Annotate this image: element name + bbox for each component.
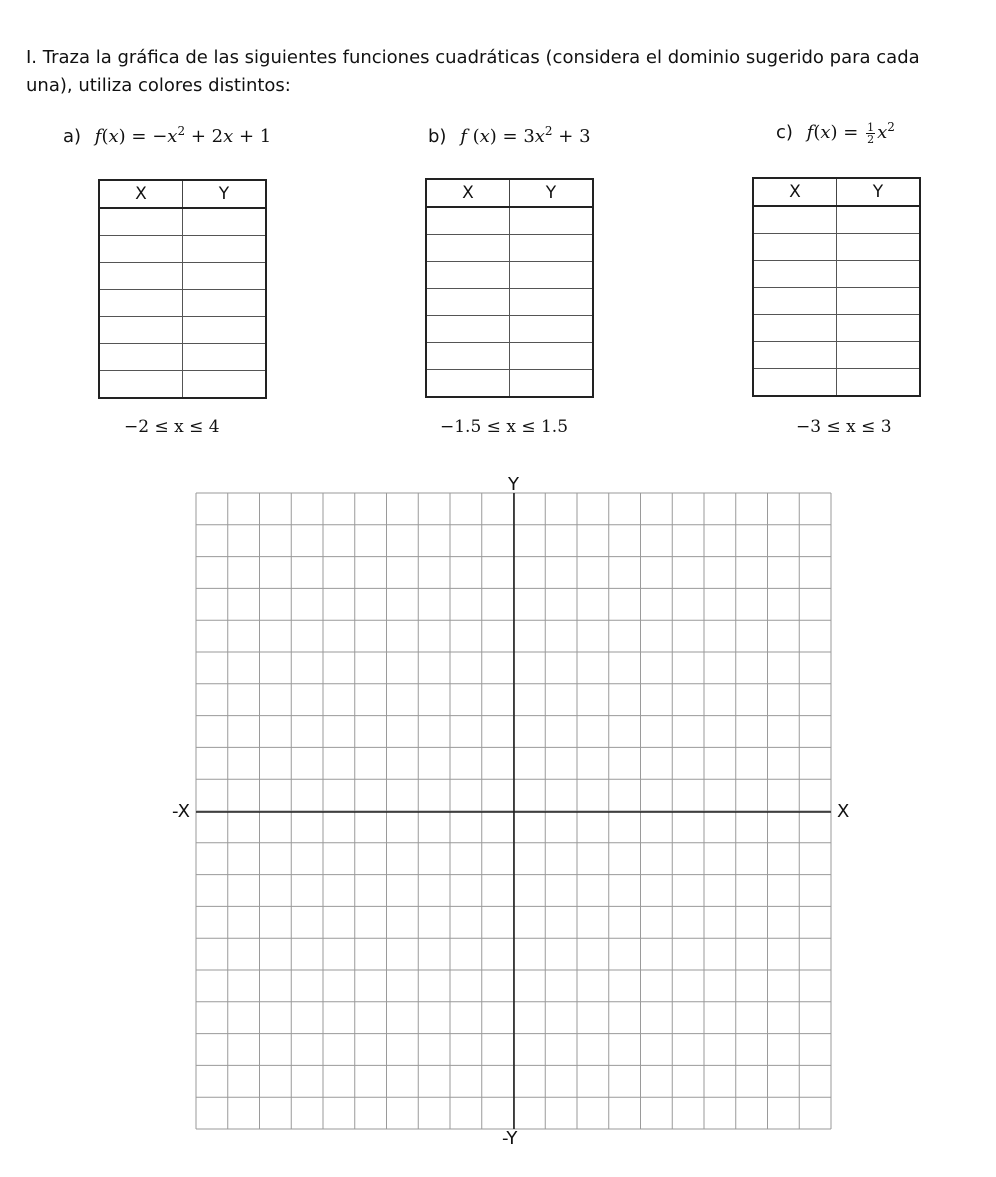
domain-b: −1.5 ≤ x ≤ 1.5: [440, 417, 569, 437]
neg-x-axis-label: -X: [172, 801, 190, 822]
table-c-header-x: X: [753, 178, 837, 206]
table-a-header-x: X: [99, 180, 183, 208]
domain-c: −3 ≤ x ≤ 3: [796, 417, 892, 437]
neg-y-axis-label: -Y: [502, 1128, 518, 1149]
x-axis-label: X: [837, 801, 850, 822]
function-b-label: b): [428, 126, 447, 147]
instruction-line-1: I. Traza la gráfica de las siguientes funciones cuadráticas (considera el dominio sugerido para cada: [26, 47, 920, 68]
table-a-header-y: Y: [183, 180, 267, 208]
instruction-line-2: una), utiliza colores distintos:: [26, 75, 291, 96]
function-c-formula: f(x) = $\frac{1}{2}$ $x^2$: [806, 120, 895, 146]
function-c-label: c): [776, 122, 793, 143]
table-b-header-y: Y: [510, 179, 594, 207]
domain-a: −2 ≤ x ≤ 4: [124, 417, 220, 437]
table-c-header-y: Y: [837, 178, 921, 206]
function-a-label: a): [63, 126, 82, 147]
function-b-formula: f $(x) = 3x^2 + 3$: [460, 124, 591, 147]
y-axis-label: Y: [508, 474, 519, 495]
table-b-header-x: X: [426, 179, 510, 207]
function-a-formula: $f(x) = -x^2 + 2x + 1$: [94, 124, 272, 147]
